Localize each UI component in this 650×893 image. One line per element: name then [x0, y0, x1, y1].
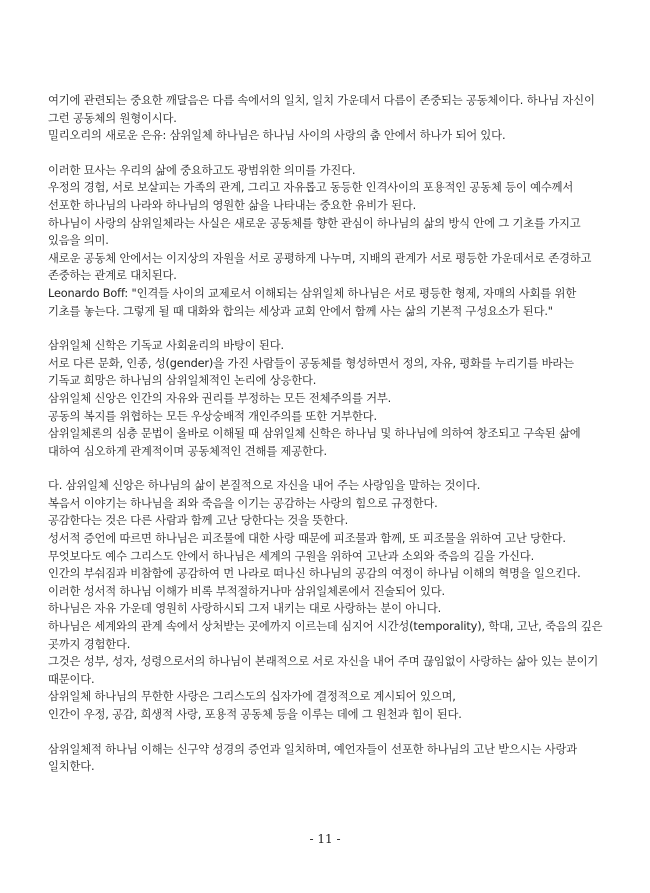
text-line: 공감한다는 것은 다른 사람과 함께 고난 당한다는 것을 뜻한다.: [48, 514, 349, 528]
text-line: 삼위일체 신학은 기독교 사회윤리의 바탕이 된다.: [48, 339, 284, 353]
paragraph-2: [48, 162, 604, 320]
paragraph-4: [48, 477, 604, 723]
text-line: 복음서 이야기는 하나님을 죄와 죽음을 이기는 공감하는 사랑의 힘으로 규정한다.: [48, 496, 438, 510]
text-line: 하나님은 세계와의 관계 속에서 상처받는 곳에까지 이르는데 심지어 시간성(temporality), 학대, 고난, 죽음의 깊은 곳까지 경험한다.: [48, 620, 603, 651]
text-line: 성서적 증언에 따르면 하나님은 피조물에 대한 사랑 때문에 피조물과 함께, 또 피조물을 위하여 고난 당한다.: [48, 532, 566, 546]
paragraph-1: [48, 92, 604, 145]
text-line: 하나님은 자유 가운데 영원히 사랑하시되 그저 내키는 대로 사랑하는 분이 아니다.: [48, 602, 442, 616]
text-line: 그것은 성부, 성자, 성령으로서의 하나님이 본래적으로 서로 자신을 내어 주며 끊임없이 사랑하는 삶아 있는 분이기 때문이다.: [48, 655, 599, 686]
text-line: 서로 다른 문화, 인종, 성(gender)을 가진 사람들이 공동체를 형성하면서 정의, 자유, 평화를 누리기를 바라는 기독교 희망은 하나님의 삼위일체적인 논리에 상응한다.: [48, 356, 574, 388]
text-line: 삼위일체적 하나님 이해는 신구약 성경의 증언과 일치하며, 예언자들이 선포한 하나님의 고난 받으시는 사랑과 일치한다.: [48, 742, 578, 774]
text-line: 다. 삼위일체 신앙은 하나님의 삶이 본질적으로 자신을 내어 주는 사랑임을 말하는 것이다.: [48, 479, 481, 493]
text-line: 무엇보다도 예수 그리스도 안에서 하나님은 세계의 구원을 위하여 고난과 소외와 죽음의 길을 가신다.: [48, 549, 535, 563]
paragraph-3: [48, 337, 604, 460]
text-line: 여기에 관련되는 중요한 깨달음은 다름 속에서의 일치, 일치 가운데서 다름이 존중되는 공동체이다. 하나님 자신이 그런 공동체의 원형이시다.: [48, 94, 595, 125]
text-line: 인간이 우정, 공감, 희생적 사랑, 포용적 공동체 등을 이루는 데에 그 원천과 힘이 된다.: [48, 708, 462, 721]
page-number: - 11 -: [309, 832, 341, 846]
paragraph-5: [48, 741, 604, 776]
document-body: [48, 92, 604, 793]
text-line: 삼위일체론의 심층 문법이 올바로 이해될 때 삼위일체 신학은 하나님 및 하나님에 의하여 창조되고 구속된 삶에 대하여 심오하게 관계적이며 공동체적인 견해를 제공한다.: [48, 427, 581, 458]
text-line: 이러한 성서적 하나님 이해가 비록 부적절하거나마 삼위일체론에서 진술되어 있다.: [48, 584, 445, 598]
text-line: 밀리오리의 새로운 은유: 삼위일체 하나님은 하나님 사이의 사랑의 춤 안에서 하나가 되어 있다.: [48, 129, 506, 143]
text-line: 인간의 부숴짐과 비참함에 공감하여 먼 나라로 떠나신 하나님의 공감의 여정이 하나님 이해의 혁명을 일으킨다.: [48, 567, 581, 581]
text-line: 하나님이 사랑의 삼위일체라는 사실은 새로운 공동체를 향한 관심이 하나님의 삶의 방식 안에 그 기초를 가지고 있음을 의미.: [48, 216, 581, 248]
text-line: 공동의 복지를 위협하는 모든 우상숭배적 개인주의를 또한 거부한다.: [48, 409, 377, 423]
text-line: 새로운 공동체 안에서는 이지상의 자원을 서로 공평하게 나누며, 지배의 관계가 서로 평등한 가운데서로 존경하고 존중하는 관계로 대치된다.: [48, 251, 592, 283]
text-line: 삼위일체 하나님의 무한한 사랑은 그리스도의 십자가에 결정적으로 계시되어 있으며,: [48, 690, 456, 704]
text-line: 이러한 묘사는 우리의 삶에 중요하고도 광범위한 의미를 가진다.: [48, 163, 356, 177]
text-line: 삼위일체 신앙은 인간의 자유와 권리를 부정하는 모든 전체주의를 거부.: [48, 391, 392, 405]
text-line: Leonardo Boff: "인격들 사이의 교제로서 이해되는 삼위일체 하나님은 서로 평등한 형제, 자매의 사회를 위한 기초를 놓는다. 그렇게 될 때 대화와 합의는 세상과 교회 안에서 함께 사는 삶의 기본적 구성요소가 된다.": [48, 286, 577, 318]
text-line: 우정의 경험, 서로 보살피는 가족의 관계, 그리고 자유롭고 동등한 인격사이의 포용적인 공동체 등이 예수께서 선포한 하나님의 나라와 하나님의 영원한 삶을 나타내는 중요한 유비가 된다.: [48, 181, 574, 212]
